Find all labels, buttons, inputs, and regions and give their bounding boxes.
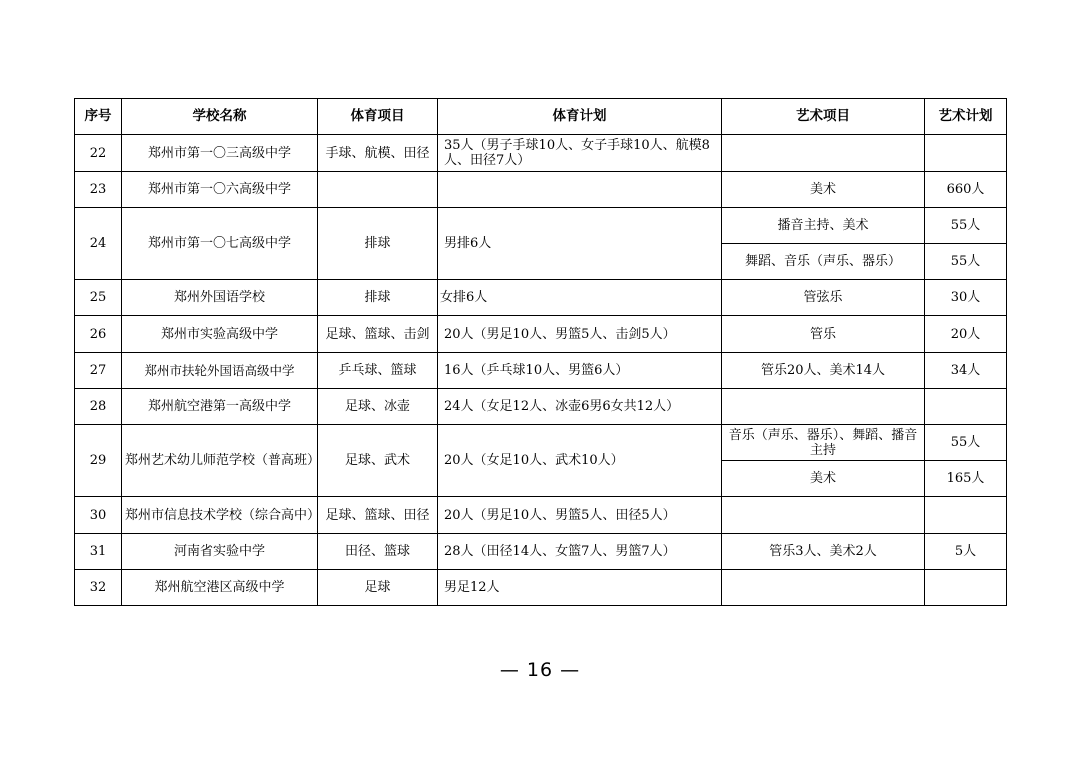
cell-sport-item: 排球 [318,208,438,280]
cell-sport-plan: 20人（女足10人、武术10人） [438,425,722,497]
cell-serial-number: 24 [75,208,122,280]
table-header-row [75,99,1007,135]
page-number: — 16 — [499,659,581,681]
cell-art-item: 音乐（声乐、器乐）、舞蹈、播音主持 [722,425,925,461]
table-row [75,497,1007,534]
cell-art-plan [925,497,1007,534]
table-row [75,208,1007,244]
cell-sport-plan: 女排6人 [438,280,722,316]
cell-sport-plan [438,172,722,208]
cell-art-plan: 165人 [925,461,1007,497]
cell-art-item [722,135,925,172]
cell-art-plan: 20人 [925,316,1007,353]
cell-sport-plan: 16人（乒乓球10人、男篮6人） [438,353,722,389]
cell-art-plan [925,389,1007,425]
cell-art-item: 管弦乐 [722,280,925,316]
table-row [75,570,1007,606]
cell-school-name: 郑州市第一〇六高级中学 [122,172,318,208]
cell-serial-number: 32 [75,570,122,606]
cell-art-plan: 5人 [925,534,1007,570]
table-row [75,135,1007,172]
header-art-item: 艺术项目 [722,99,925,135]
cell-art-item: 舞蹈、音乐（声乐、器乐） [722,244,925,280]
cell-art-plan: 55人 [925,425,1007,461]
cell-sport-item: 足球、篮球、田径 [318,497,438,534]
cell-school-name: 河南省实验中学 [122,534,318,570]
header-sport-plan: 体育计划 [438,99,722,135]
cell-school-name: 郑州外国语学校 [122,280,318,316]
cell-art-item: 管乐20人、美术14人 [722,353,925,389]
header-art-plan: 艺术计划 [925,99,1007,135]
cell-school-name: 郑州航空港区高级中学 [122,570,318,606]
cell-serial-number: 23 [75,172,122,208]
cell-serial-number: 25 [75,280,122,316]
cell-serial-number: 26 [75,316,122,353]
cell-sport-item: 乒乓球、篮球 [318,353,438,389]
cell-sport-item: 足球 [318,570,438,606]
cell-sport-item: 足球、武术 [318,425,438,497]
cell-art-item: 美术 [722,172,925,208]
cell-serial-number: 29 [75,425,122,497]
cell-sport-item: 田径、篮球 [318,534,438,570]
cell-art-item: 美术 [722,461,925,497]
table-row [75,172,1007,208]
cell-art-plan [925,570,1007,606]
cell-art-plan: 30人 [925,280,1007,316]
cell-sport-item: 足球、冰壶 [318,389,438,425]
header-serial-number: 序号 [75,99,122,135]
cell-art-item [722,570,925,606]
cell-sport-plan: 28人（田径14人、女篮7人、男篮7人） [438,534,722,570]
cell-sport-plan: 24人（女足12人、冰壶6男6女共12人） [438,389,722,425]
cell-serial-number: 30 [75,497,122,534]
cell-sport-item: 足球、篮球、击剑 [318,316,438,353]
admission-plan-table [74,98,1007,606]
cell-school-name: 郑州市第一〇三高级中学 [122,135,318,172]
cell-art-plan: 55人 [925,208,1007,244]
cell-art-item: 管乐 [722,316,925,353]
cell-serial-number: 22 [75,135,122,172]
cell-school-name: 郑州市实验高级中学 [122,316,318,353]
table-row [75,425,1007,461]
header-sport-item: 体育项目 [318,99,438,135]
cell-art-plan: 660人 [925,172,1007,208]
cell-art-item: 播音主持、美术 [722,208,925,244]
cell-school-name: 郑州市扶轮外国语高级中学 [122,353,318,389]
table-row [75,316,1007,353]
cell-art-plan: 55人 [925,244,1007,280]
cell-school-name: 郑州艺术幼儿师范学校（普高班） [122,425,318,497]
cell-school-name: 郑州航空港第一高级中学 [122,389,318,425]
cell-sport-plan: 男排6人 [438,208,722,280]
cell-sport-item: 排球 [318,280,438,316]
header-school-name: 学校名称 [122,99,318,135]
cell-sport-plan: 20人（男足10人、男篮5人、击剑5人） [438,316,722,353]
cell-art-item [722,389,925,425]
cell-serial-number: 28 [75,389,122,425]
cell-sport-plan: 20人（男足10人、男篮5人、田径5人） [438,497,722,534]
table-row [75,534,1007,570]
table-row [75,280,1007,316]
cell-art-plan: 34人 [925,353,1007,389]
cell-sport-plan: 男足12人 [438,570,722,606]
cell-serial-number: 31 [75,534,122,570]
cell-school-name: 郑州市信息技术学校（综合高中） [122,497,318,534]
cell-art-item: 管乐3人、美术2人 [722,534,925,570]
cell-sport-item: 手球、航模、田径 [318,135,438,172]
cell-sport-item [318,172,438,208]
cell-school-name: 郑州市第一〇七高级中学 [122,208,318,280]
table-row [75,353,1007,389]
cell-serial-number: 27 [75,353,122,389]
table-row [75,389,1007,425]
cell-art-plan [925,135,1007,172]
cell-art-item [722,497,925,534]
cell-sport-plan: 35人（男子手球10人、女子手球10人、航模8人、田径7人） [438,135,722,172]
